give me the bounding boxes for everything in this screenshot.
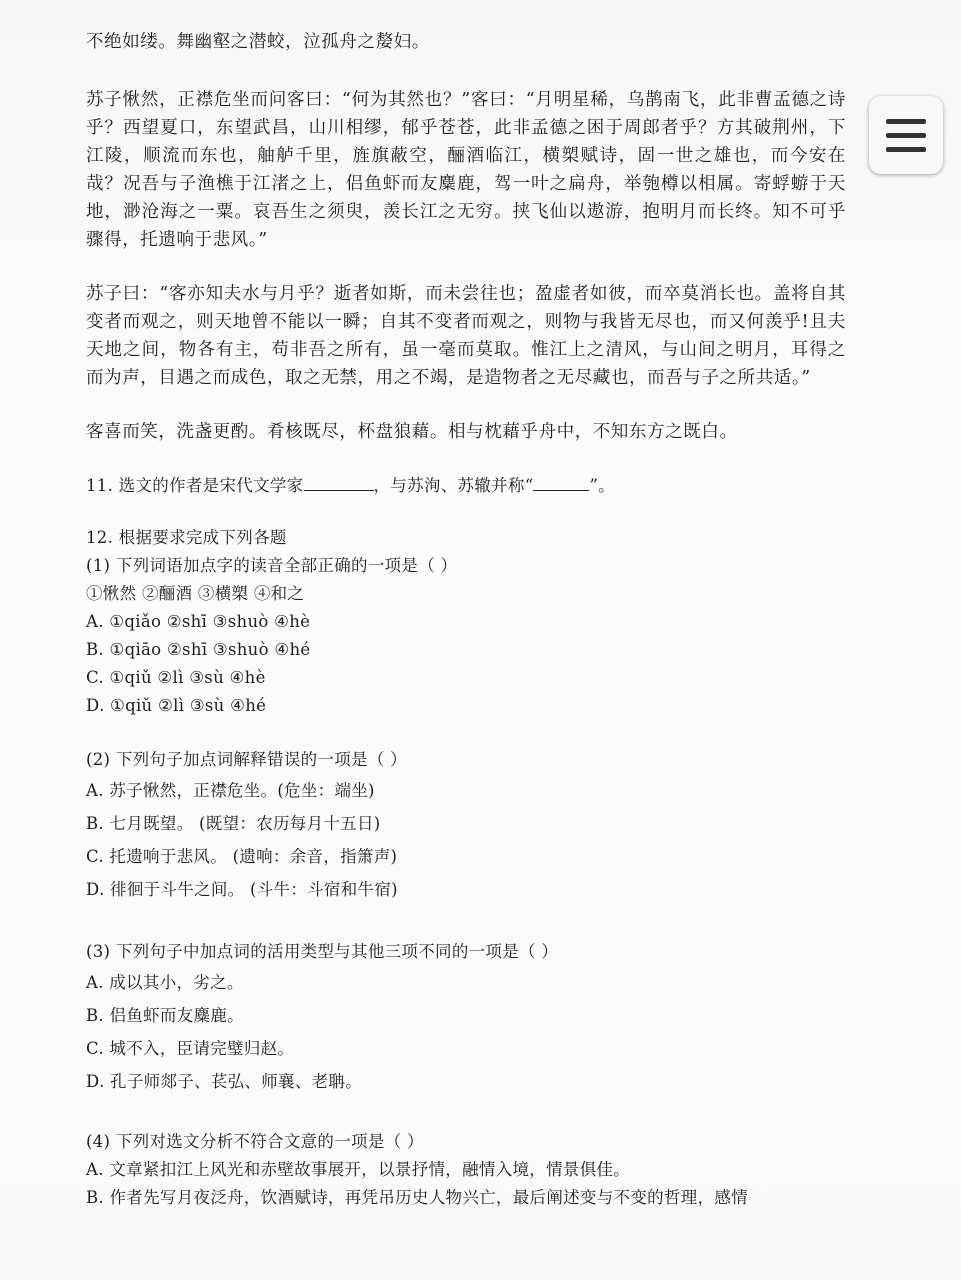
- hamburger-menu-icon-bar-3: [886, 147, 926, 152]
- question-12-3-option-a: A. 成以其小，劣之。: [86, 973, 244, 992]
- question-11-text-3: ”。: [589, 476, 615, 495]
- question-11-text-2: ，与苏洵、苏辙并称“: [373, 476, 534, 495]
- passage-paragraph-2: 苏子愀然，正襟危坐而问客曰：“何为其然也？”客曰：“月明星稀，乌鹊南飞，此非曹孟德之诗乎？西望夏口，东望武昌，山川相缪，郁乎苍苍，此非孟德之困于周郎者乎？方其破荆州，下江陵，顺流而东也，舳舻千里，旌旗蔽空，酾酒临江，横槊赋诗，固一世之雄也，而今安在哉？况吾与子渔樵于江渚之上，侣鱼虾而友麋鹿，驾一叶之扁舟，举匏樽以相属。寄蜉蝣于天地，渺沧海之一粟。哀吾生之须臾，羡长江之无穷。挟飞仙以遨游，抱明月而长终。知不可乎骤得，托遗响于悲风。”: [86, 90, 846, 250]
- question-12-2-title: (2) 下列句子加点词解释错误的一项是（ ）: [86, 750, 407, 769]
- question-12-3-option-d: D. 孔子师郯子、苌弘、师襄、老聃。: [86, 1072, 363, 1091]
- question-11-text-1: 11. 选文的作者是宋代文学家: [86, 476, 304, 495]
- passage-paragraph-1: 不绝如缕。舞幽壑之潜蛟，泣孤舟之嫠妇。: [86, 32, 430, 52]
- question-12-4-option-b: B. 作者先写月夜泛舟，饮酒赋诗，再凭吊历史人物兴亡，最后阐述变与不变的哲理，感情: [86, 1188, 748, 1207]
- question-12-1-option-b: B. ①qiāo ②shī ③shuò ④hé: [86, 640, 311, 659]
- question-12-3-title: (3) 下列句子中加点词的活用类型与其他三项不同的一项是（ ）: [86, 942, 559, 961]
- question-11: [86, 472, 846, 500]
- question-12-1-words: ①愀然 ②酾酒 ③横槊 ④和之: [86, 584, 305, 603]
- hamburger-menu-icon-bar-2: [886, 133, 926, 138]
- menu-button[interactable]: [869, 96, 943, 174]
- question-12-1-option-d: D. ①qiǔ ②lì ③sù ④hé: [86, 696, 267, 715]
- question-12-1-title: (1) 下列词语加点字的读音全部正确的一项是（ ）: [86, 556, 458, 575]
- question-12-3-option-b: B. 侣鱼虾而友麋鹿。: [86, 1006, 244, 1025]
- question-12-2-option-d: D. 徘徊于斗牛之间。 (斗牛：斗宿和牛宿): [86, 880, 398, 899]
- question-12-3-option-c: C. 城不入，臣请完璧归赵。: [86, 1039, 295, 1058]
- answer-blank-author[interactable]: [304, 474, 374, 491]
- hamburger-menu-icon: [886, 119, 926, 124]
- question-12-title: 12. 根据要求完成下列各题: [86, 528, 287, 547]
- question-12-1-option-a: A. ①qiǎo ②shī ③shuò ④hè: [86, 612, 311, 631]
- passage-paragraph-3: 苏子曰：“客亦知夫水与月乎？逝者如斯，而未尝往也；盈虚者如彼，而卒莫消长也。盖将自其变者而观之，则天地曾不能以一瞬；自其不变者而观之，则物与我皆无尽也，而又何羡乎!且夫天地之间，物各有主，苟非吾之所有，虽一毫而莫取。惟江上之清风，与山间之明月，耳得之而为声，目遇之而成色，取之无禁，用之不竭，是造物者之无尽藏也，而吾与子之所共适。”: [86, 284, 846, 388]
- document-content: [86, 28, 846, 1212]
- question-12-4-title: (4) 下列对选文分析不符合文意的一项是（ ）: [86, 1132, 424, 1151]
- question-12-1-option-c: C. ①qiǔ ②lì ③sù ④hè: [86, 668, 266, 687]
- question-12-4-option-a: A. 文章紧扣江上风光和赤壁故事展开，以景抒情，融情入境，情景俱佳。: [86, 1160, 631, 1179]
- question-12-2-option-b: B. 七月既望。 (既望：农历每月十五日): [86, 814, 381, 833]
- passage-paragraph-4: 客喜而笑，洗盏更酌。肴核既尽，杯盘狼藉。相与枕藉乎舟中，不知东方之既白。: [86, 422, 738, 442]
- answer-blank-title[interactable]: [533, 474, 589, 491]
- question-12-2-option-c: C. 托遗响于悲风。 (遗响：余音，指箫声): [86, 847, 398, 866]
- question-12-2-option-a: A. 苏子愀然，正襟危坐。(危坐：端坐): [86, 781, 375, 800]
